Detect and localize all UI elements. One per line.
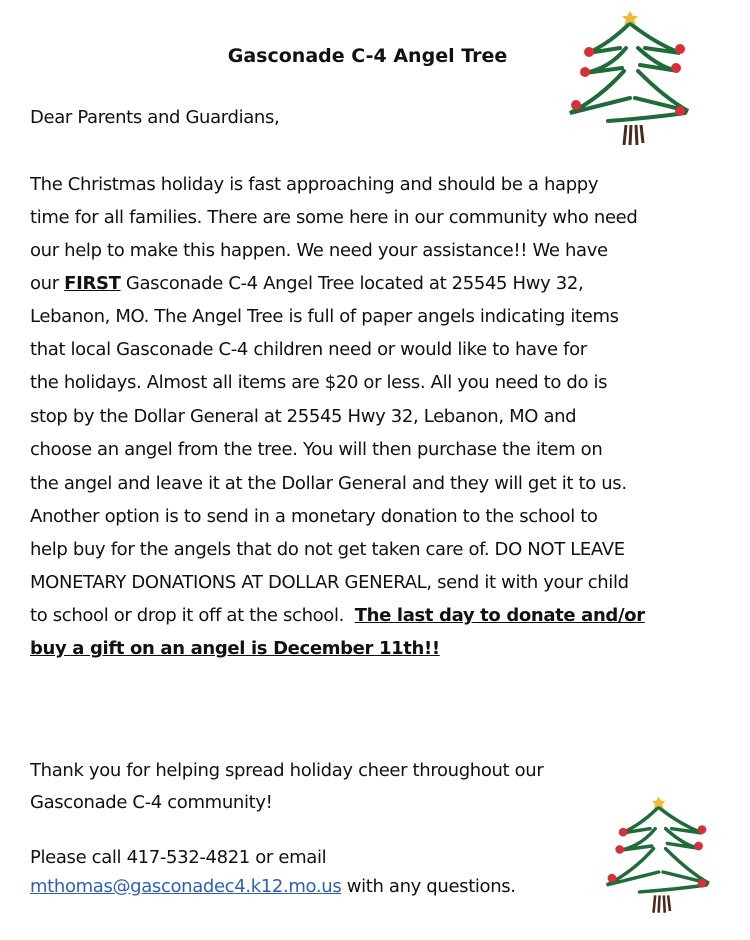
emphasis-first: FIRST [64,273,121,294]
body-line: the angel and leave it at the Dollar General and they will get it to us. [30,473,627,494]
email-link[interactable]: mthomas@gasconadec4.k12.mo.us [30,876,342,897]
text: our [30,273,65,294]
body-line: that local Gasconade C-4 children need or would like to have for [30,339,587,360]
body-line: MONETARY DONATIONS AT DOLLAR GENERAL, send it with your child [30,572,629,593]
text: Gasconade C-4 Angel Tree located at 25545 Hwy 32, [120,273,584,294]
body-line: Lebanon, MO. The Angel Tree is full of paper angels indicating items [30,306,619,327]
body-line [30,605,645,627]
page-title: Gasconade C-4 Angel Tree [227,45,508,67]
christmas-tree-icon [560,3,710,148]
body-line [30,273,583,295]
body-line [30,638,440,660]
text: with any questions. [341,876,516,897]
body-line: help buy for the angels that do not get taken care of. DO NOT LEAVE [30,539,625,560]
body-line: Another option is to send in a monetary donation to the school to [30,506,598,527]
text: to school or drop it off at the school. [30,605,355,626]
greeting: Dear Parents and Guardians, [30,107,280,128]
body-line: choose an angel from the tree. You will then purchase the item on [30,439,603,460]
body-line: the holidays. Almost all items are $20 or less. All you need to do is [30,372,608,393]
deadline-notice: buy a gift on an angel is December 11th!! [30,638,440,659]
body-line: our help to make this happen. We need your assistance!! We have [30,240,608,261]
deadline-notice: The last day to donate and/or [354,605,645,626]
body-line: The Christmas holiday is fast approaching and should be a happy [30,174,599,195]
thanks-line: Gasconade C-4 community! [30,792,273,813]
contact-line: Please call 417-532-4821 or email [30,847,327,868]
thanks-line: Thank you for helping spread holiday cheer throughout our [30,760,544,781]
christmas-tree-icon [598,780,728,925]
contact-line [30,876,516,898]
body-line: stop by the Dollar General at 25545 Hwy 32, Lebanon, MO and [30,406,577,427]
body-line: time for all families. There are some here in our community who need [30,207,638,228]
